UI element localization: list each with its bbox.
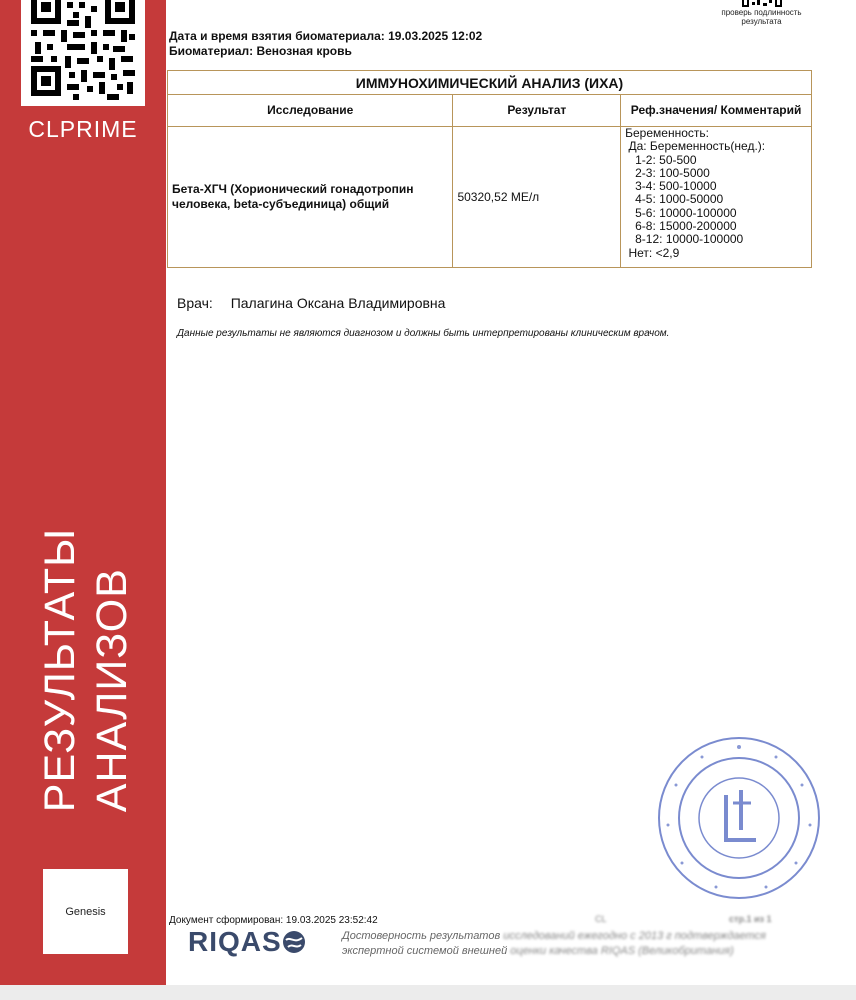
vertical-title-line1: РЕЗУЛЬТАТЫ <box>36 527 84 813</box>
document-generated: Документ сформирован: 19.03.2025 23:52:42 <box>169 915 378 926</box>
ref-line: 3-4: 500-10000 <box>625 179 717 194</box>
footer-right <box>595 914 771 924</box>
bottom-bar <box>0 985 856 1000</box>
verify-text-line2: результата <box>741 17 782 26</box>
header-test: Исследование <box>168 95 453 127</box>
ref-line: Беременность: <box>625 126 709 140</box>
vertical-title-line2: АНАЛИЗОВ <box>88 568 136 813</box>
ref-line: Да: Беременность(нед.): <box>625 139 766 154</box>
riqas-note-start: Достоверность результатов <box>342 930 501 942</box>
ref-line: 4-5: 1000-50000 <box>625 192 724 207</box>
sample-meta <box>169 29 482 59</box>
header-ref-label: Реф.значения/ Комментарий <box>630 103 802 117</box>
results-table <box>167 70 812 268</box>
riqas-note-line2-blur: оценки качества RIQAS (Великобритания) <box>510 945 734 957</box>
header-ref <box>621 95 812 127</box>
riqas-note-line2: экспертной системой внешней <box>342 945 508 957</box>
sidebar <box>0 0 166 985</box>
riqas-logo <box>188 926 306 958</box>
reference-values <box>621 127 812 268</box>
ref-line: 6-8: 15000-200000 <box>625 219 737 234</box>
riqas-note <box>342 929 832 959</box>
test-name: Бета-ХГЧ (Хорионический гонадотропин человека, beta-субъединица) общий <box>168 127 453 268</box>
stamp-seal <box>656 735 822 901</box>
verify-block[interactable] <box>704 0 819 26</box>
vertical-title <box>36 520 136 820</box>
table-row <box>168 127 812 268</box>
riqas-wordmark: RIQAS <box>188 926 282 957</box>
riqas-note-blur: исследований ежегодно с 2013 г подтверждается <box>503 930 766 942</box>
brand-name: CLPRIME <box>28 116 138 142</box>
footer-code: CL <box>595 914 607 924</box>
doctor-label: Врач: <box>177 295 213 311</box>
qr-code <box>21 0 145 106</box>
genesis-logo: Genesis <box>43 869 128 954</box>
ref-line: 8-12: 10000-100000 <box>625 232 744 247</box>
biomaterial: Биоматериал: Венозная кровь <box>169 44 352 58</box>
ref-line: 2-3: 100-5000 <box>625 165 710 180</box>
ref-line: 1-2: 50-500 <box>625 152 697 167</box>
ref-line: Нет: <2,9 <box>625 245 680 260</box>
ref-line: 5-6: 10000-100000 <box>625 205 737 220</box>
table-title: ИММУНОХИМИЧЕСКИЙ АНАЛИЗ (ИХА) <box>168 71 812 95</box>
disclaimer: Данные результаты не являются диагнозом и должны быть интерпретированы клиническим врачом. <box>177 328 670 339</box>
footer-page: стр.1 из 1 <box>729 914 772 924</box>
verify-text-line1: проверь подлинность <box>721 8 802 17</box>
verify-qr-icon[interactable] <box>742 0 782 8</box>
header-result: Результат <box>453 95 621 127</box>
sample-datetime: Дата и время взятия биоматериала: 19.03.2025 12:02 <box>169 29 483 43</box>
globe-icon <box>282 930 306 954</box>
doctor-name: Палагина Оксана Владимировна <box>230 295 446 311</box>
test-result: 50320,52 МЕ/л <box>453 127 621 268</box>
doctor <box>177 295 445 311</box>
